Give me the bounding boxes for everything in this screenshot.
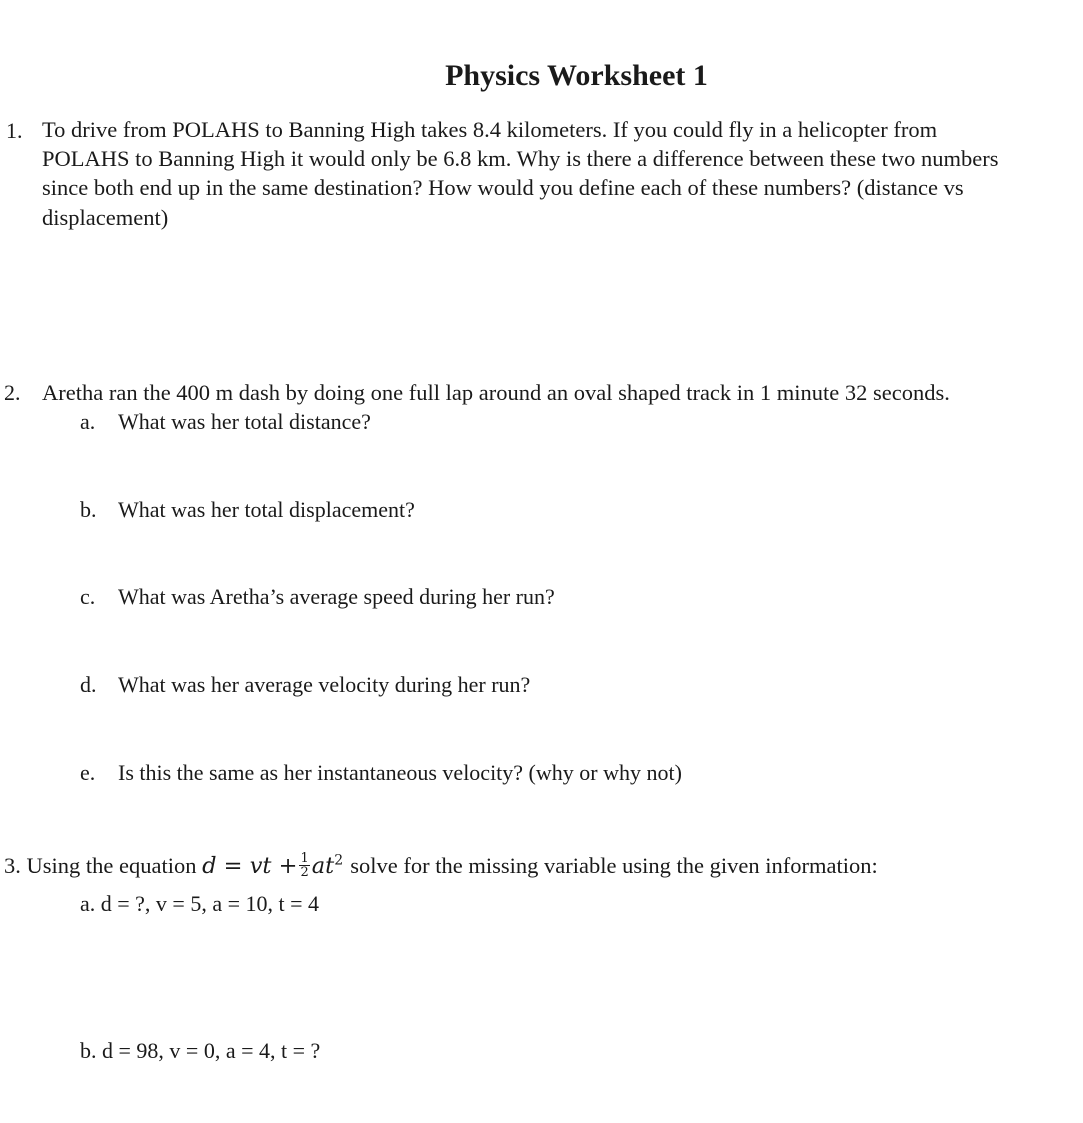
fraction-numerator: 1 [300,850,309,866]
part-letter: d. [80,672,97,697]
equation-equals: = [223,853,243,879]
fraction-denominator: 2 [300,864,309,880]
question-2-text: Aretha ran the 400 m dash by doing one full lap around an oval shaped track in 1 minute 32 seconds. [42,380,950,405]
question-1-number: 1. [6,118,23,143]
question-2-number: 2. [4,380,21,405]
question-1-line-1: To drive from POLAHS to Banning High takes 8.4 kilometers. If you could fly in a helicopter from [42,117,938,142]
question-3-part-b: b. d = 98, v = 0, a = 4, t = ? [80,1038,321,1063]
part-text: What was Aretha’s average speed during her run? [118,584,555,609]
equation-exponent: 2 [334,852,344,869]
equation-lhs: d [202,853,217,879]
part-letter: e. [80,760,96,785]
equation-fraction [299,852,309,879]
question-3-tail: solve for the missing variable using the given information: [350,853,878,878]
question-2-part-a [80,407,371,436]
question-1-line-3: since both end up in the same destination? How would you define each of these numbers? (distance vs [42,175,964,200]
equation-term-vt: vt [249,853,272,879]
part-text: What was her average velocity during her run? [118,672,531,697]
part-text: What was her total distance? [118,409,371,434]
question-1-line-2: POLAHS to Banning High it would only be 6.8 km. Why is there a difference between these two numbers [42,146,999,171]
question-3-part-a: a. d = ?, v = 5, a = 10, t = 4 [80,891,320,916]
question-2-part-c [80,582,555,611]
part-letter: b. [80,497,97,522]
part-letter: c. [80,584,96,609]
part-text: Is this the same as her instantaneous velocity? (why or why not) [118,760,682,785]
question-3-lead: Using the equation [26,853,197,878]
question-2-part-e [80,758,682,787]
question-2-part-d [80,670,530,699]
page-title: Physics Worksheet 1 [445,59,708,92]
equation-term-at: at [311,853,335,879]
question-3-text [4,851,878,881]
equation [202,850,350,880]
part-text: What was her total displacement? [118,497,415,522]
part-letter: a. [80,409,96,434]
question-2-part-b [80,495,415,524]
question-1-line-4: displacement) [42,205,169,230]
question-3-number: 3. [4,853,21,878]
equation-plus: + [278,853,298,879]
